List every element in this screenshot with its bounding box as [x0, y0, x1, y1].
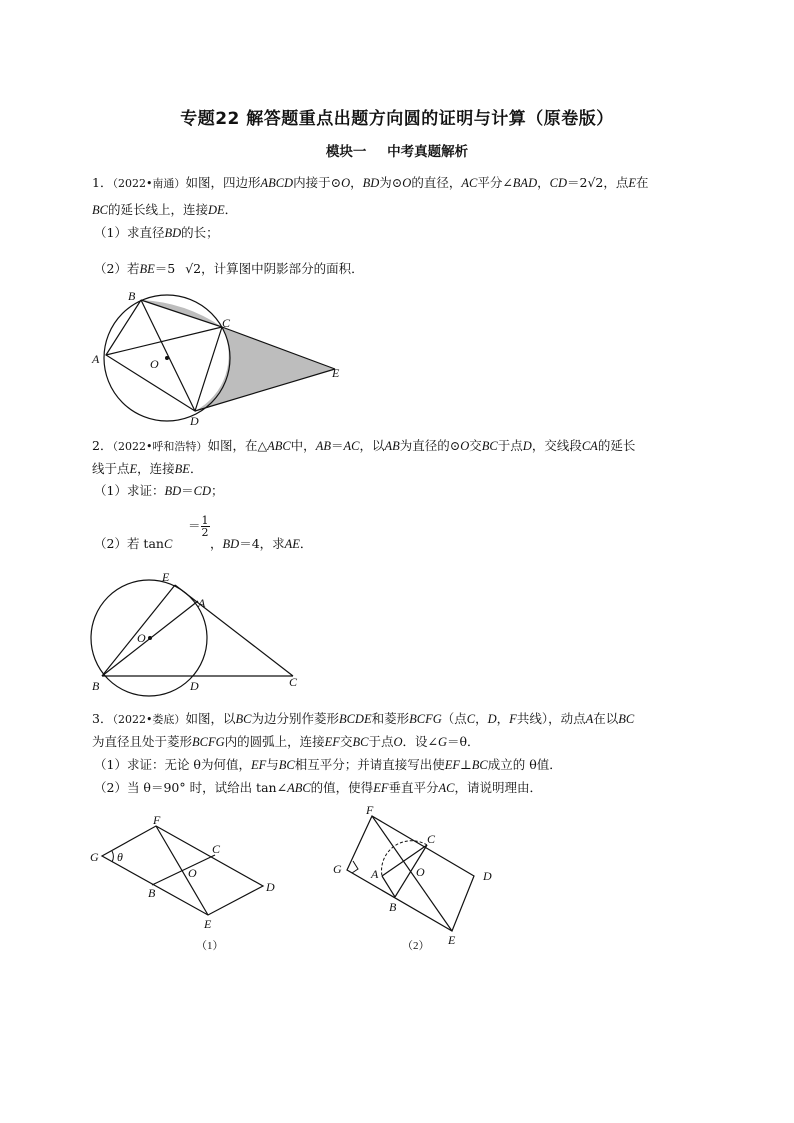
problem-2-q2-fraction	[188, 515, 210, 538]
label-b: B	[148, 886, 156, 900]
text: ，	[475, 711, 488, 726]
problem-2-q1	[94, 483, 224, 499]
math: BC	[481, 439, 498, 453]
math: AB	[384, 439, 400, 453]
label-a: A	[92, 352, 100, 366]
text: 内的圆弧上，连接	[224, 734, 325, 749]
text: ＝	[188, 518, 201, 533]
problem-number: 1．	[92, 175, 113, 190]
math: A	[585, 712, 594, 726]
label-d: D	[266, 880, 275, 894]
text: ，交线段	[531, 438, 582, 453]
math: BCFG	[192, 735, 225, 749]
math: BE	[139, 262, 155, 276]
math: BCFG	[409, 712, 442, 726]
text: 交	[469, 438, 482, 453]
math: BD	[164, 226, 182, 240]
denominator: 2	[201, 526, 209, 539]
text: ．	[299, 536, 313, 551]
text: 成立的 θ值．	[487, 757, 562, 772]
math: E	[129, 462, 138, 476]
math: BC	[352, 735, 369, 749]
figure-caption: （2）	[402, 940, 430, 952]
problem-3-q1	[94, 757, 562, 773]
text: 和菱形	[371, 711, 410, 726]
problem-3-stem-line2	[92, 734, 480, 750]
text: ＝4，求	[239, 536, 285, 551]
text: ．	[189, 461, 203, 476]
text: ．设∠	[402, 734, 438, 749]
figure-3-1	[90, 813, 275, 952]
figure-2	[91, 570, 298, 696]
text: 平分∠	[477, 175, 513, 190]
text: （1）求直径	[94, 225, 165, 240]
text: ；	[211, 483, 224, 498]
math: AC	[461, 176, 478, 190]
label-g: G	[333, 862, 342, 876]
figure-3-2	[333, 803, 492, 952]
math: DE	[208, 203, 225, 217]
text: 在	[636, 175, 649, 190]
text: ，	[496, 711, 510, 726]
text: 为直径的⊙	[399, 438, 461, 453]
text: ＝	[181, 483, 194, 498]
math: ABCD	[260, 176, 294, 190]
label-c: C	[212, 842, 221, 856]
label-e: E	[448, 933, 456, 947]
right-angle-mark	[352, 861, 358, 873]
text: 垂直平分	[388, 780, 439, 795]
text: 与	[266, 757, 279, 772]
text: 的直径，	[411, 175, 462, 190]
label-o: O	[150, 357, 159, 371]
math: C	[466, 712, 476, 726]
text: （1）求证：无论 θ为何值，	[94, 757, 251, 772]
label-e: E	[332, 366, 340, 380]
math: AE	[284, 537, 300, 551]
text: 的延长	[597, 438, 636, 453]
center-dot	[165, 356, 169, 360]
label-a: A	[198, 596, 206, 610]
problem-2-stem-line2	[92, 461, 202, 477]
sqrt: √2	[185, 261, 202, 276]
problem-2-q2	[94, 536, 172, 552]
math: BC	[618, 712, 635, 726]
center-dot	[148, 636, 152, 640]
math: O	[402, 176, 412, 190]
label-e: E	[204, 917, 212, 931]
text: ，	[350, 175, 363, 190]
math: C	[163, 537, 173, 551]
label-d: D	[190, 414, 199, 428]
math: AC	[438, 781, 455, 795]
problem-2-stem	[92, 438, 635, 455]
math: EF	[444, 758, 461, 772]
text: 共线），动点	[516, 711, 586, 726]
text: （1）求证：	[94, 483, 165, 498]
math: AB	[315, 439, 331, 453]
text: ＝	[330, 438, 344, 453]
math: CA	[581, 439, 598, 453]
math: BC	[235, 712, 252, 726]
text: 在以	[593, 711, 619, 726]
math: BCDE	[338, 712, 372, 726]
text: ，	[537, 175, 550, 190]
math: BAD	[512, 176, 538, 190]
label-o: O	[416, 865, 425, 879]
label-d: D	[483, 869, 492, 883]
math: F	[509, 712, 517, 726]
text: 的值，使得	[310, 780, 374, 795]
text: 中，	[290, 438, 316, 453]
problem-2-q2-rest	[210, 536, 312, 552]
label-b: B	[92, 679, 100, 693]
text: ，计算图中阴影部分的面积．	[201, 261, 364, 276]
text: （2）若 tan	[94, 536, 164, 551]
figure-caption: （1）	[196, 940, 224, 952]
segment-fe	[372, 816, 452, 931]
text: 如图，以	[185, 711, 236, 726]
label-c: C	[289, 675, 298, 689]
label-f: F	[153, 813, 161, 827]
problem-number: 2．	[92, 438, 113, 453]
math: ABC	[267, 439, 291, 453]
sqrt: √2	[587, 175, 604, 190]
math: BD	[362, 176, 380, 190]
math: EF	[373, 781, 389, 795]
label-g: G	[90, 850, 99, 864]
rhombus	[347, 816, 474, 931]
fraction	[201, 515, 210, 538]
text: （2）当 θ＝90° 时，试给出 tan∠	[94, 780, 288, 795]
label-f: F	[366, 803, 374, 817]
text: ，点	[603, 175, 629, 190]
label-a: A	[371, 867, 379, 881]
problem-source: （2022•南通）	[112, 177, 186, 190]
text: 交	[339, 734, 353, 749]
text: 线于点	[92, 461, 130, 476]
text: 如图，在△	[207, 438, 268, 453]
label-b: B	[389, 900, 397, 914]
text: 内接于⊙	[293, 175, 342, 190]
text: ⊥	[460, 757, 472, 772]
text: ，以	[359, 438, 385, 453]
problem-source: （2022•娄底）	[112, 713, 186, 726]
module-title: 中考真题解析	[387, 144, 469, 160]
text: 的长；	[181, 225, 219, 240]
segment-ac	[106, 327, 222, 355]
problem-number: 3．	[92, 711, 113, 726]
text: 相互平分；并请直接写出使	[294, 757, 445, 772]
module-name: 模块一	[325, 144, 367, 160]
text: 如图，四边形	[185, 175, 261, 190]
text: 的延长线上，连接	[107, 202, 208, 217]
math: BC	[471, 758, 488, 772]
math: G	[437, 735, 448, 749]
text: ，	[210, 536, 223, 551]
math: AC	[343, 439, 360, 453]
math: E	[628, 176, 637, 190]
figure-1	[91, 289, 340, 428]
text: ＝θ．	[447, 734, 480, 749]
math: EF	[250, 758, 267, 772]
math: O	[393, 735, 403, 749]
math: BC	[92, 203, 108, 217]
text: 为直径且处于菱形	[92, 734, 193, 749]
text: ＝5	[154, 261, 176, 276]
problem-source: （2022•呼和浩特）	[112, 440, 208, 453]
label-d: D	[190, 679, 199, 693]
text: ，请说明理由．	[454, 780, 542, 795]
math: O	[341, 176, 351, 190]
text: ＝2	[567, 175, 588, 190]
math: BD	[164, 484, 182, 498]
text: （2）若	[94, 261, 140, 276]
problem-3-q2	[94, 780, 542, 796]
math: CD	[193, 484, 212, 498]
math: CD	[549, 176, 567, 190]
math: BD	[222, 537, 240, 551]
label-b: B	[128, 289, 136, 303]
text: 于点	[368, 734, 394, 749]
angle-arc	[112, 851, 113, 862]
math: O	[460, 439, 470, 453]
line-ec	[175, 585, 293, 676]
text: 于点	[497, 438, 523, 453]
math: EF	[324, 735, 340, 749]
numerator: 1	[201, 514, 209, 527]
problem-3-stem	[92, 711, 634, 728]
label-c: C	[222, 316, 231, 330]
label-e: E	[162, 570, 170, 584]
math: D	[487, 712, 497, 726]
text: 为⊙	[379, 175, 403, 190]
math: BC	[278, 758, 295, 772]
page-title: 专题22 解答题重点出题方向圆的证明与计算（原卷版）	[180, 109, 614, 129]
math: ABC	[287, 781, 311, 795]
text: （点	[441, 711, 467, 726]
math: BE	[174, 462, 190, 476]
label-theta: θ	[117, 850, 123, 864]
quadrilateral-abcd	[106, 300, 222, 411]
label-o: O	[188, 866, 197, 880]
math: D	[522, 439, 532, 453]
label-c: C	[427, 832, 436, 846]
segment-cb	[152, 855, 215, 885]
text: 为边分别作菱形	[251, 711, 339, 726]
text: ，连接	[137, 461, 175, 476]
label-o: O	[137, 631, 146, 645]
text: ．	[224, 202, 238, 217]
